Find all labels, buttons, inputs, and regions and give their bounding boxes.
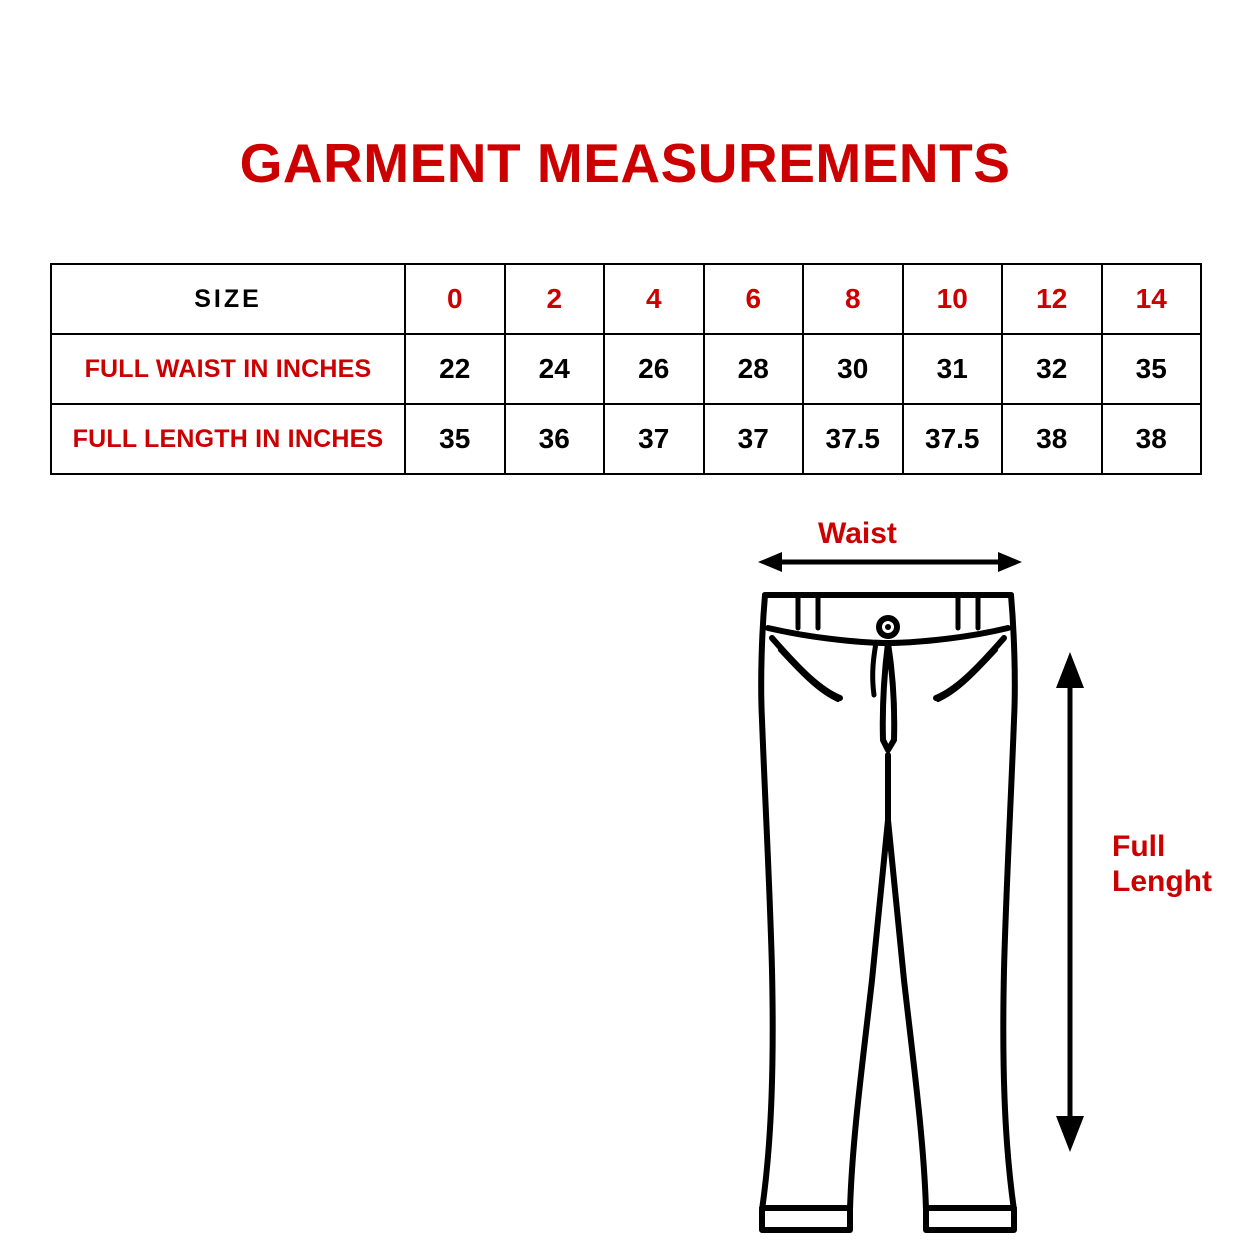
garment-illustration [700,500,1250,1250]
pants-vector [700,500,1250,1250]
header-size-3: 6 [704,264,804,334]
full-waist-2: 26 [604,334,704,404]
full-length-3: 37 [704,404,804,474]
header-size-4: 8 [803,264,903,334]
full-waist-5: 31 [903,334,1003,404]
full-length-label-line2: Lenght [1112,864,1212,898]
size-chart-table [50,263,1202,475]
row-label-full-length: FULL LENGTH IN INCHES [51,404,405,474]
full-length-0: 35 [405,404,505,474]
full-waist-3: 28 [704,334,804,404]
header-size-1: 2 [505,264,605,334]
full-length-arrow-icon [1056,652,1084,1152]
full-length-5: 37.5 [903,404,1003,474]
waist-measure-label: Waist [818,517,897,550]
full-length-2: 37 [604,404,704,474]
full-length-1: 36 [505,404,605,474]
table-header-row [51,264,1201,334]
header-size-2: 4 [604,264,704,334]
pants-outline [761,595,1015,1230]
header-size-5: 10 [903,264,1003,334]
header-size-0: 0 [405,264,505,334]
full-length-label-line1: Full [1112,830,1166,863]
full-waist-4: 30 [803,334,903,404]
page-title: GARMENT MEASUREMENTS [239,132,1011,194]
header-size-6: 12 [1002,264,1102,334]
header-size-7: 14 [1102,264,1202,334]
full-waist-6: 32 [1002,334,1102,404]
header-label-size: SIZE [51,264,405,334]
full-waist-7: 35 [1102,334,1202,404]
full-length-6: 38 [1002,404,1102,474]
table-row [51,334,1201,404]
full-length-7: 38 [1102,404,1202,474]
table-row [51,404,1201,474]
full-waist-1: 24 [505,334,605,404]
row-label-full-waist: FULL WAIST IN INCHES [51,334,405,404]
full-length-4: 37.5 [803,404,903,474]
waist-arrow-icon [758,552,1022,572]
full-waist-0: 22 [405,334,505,404]
